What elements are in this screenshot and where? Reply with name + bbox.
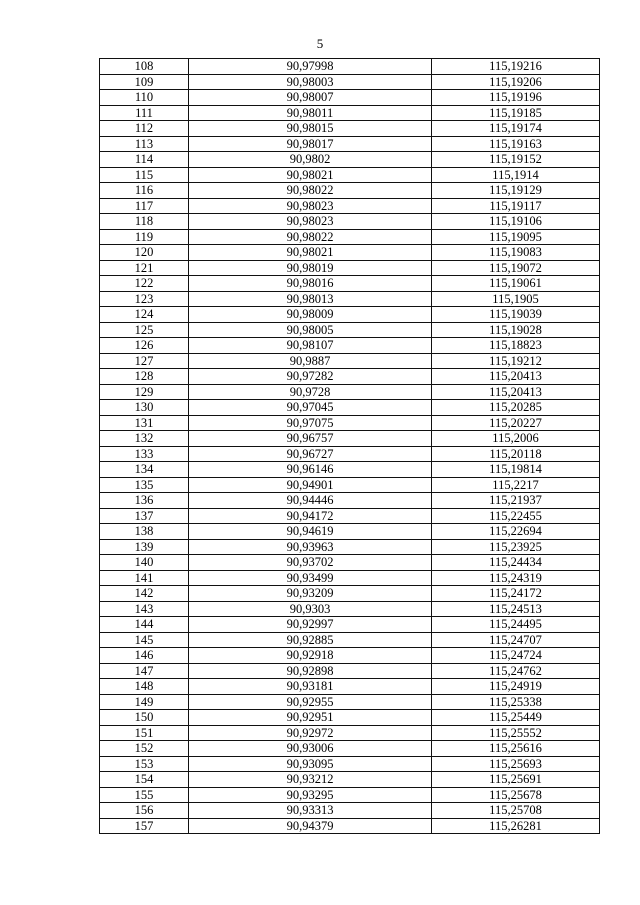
x-coordinate-cell: 90,9802 <box>189 152 432 168</box>
table-row <box>100 167 600 183</box>
x-coordinate-cell: 90,98007 <box>189 90 432 106</box>
y-coordinate-cell: 115,24919 <box>432 679 600 695</box>
point-number-cell: 149 <box>100 694 189 710</box>
point-number-cell: 115 <box>100 167 189 183</box>
y-coordinate-cell: 115,24319 <box>432 570 600 586</box>
table-row <box>100 710 600 726</box>
y-coordinate-cell: 115,24495 <box>432 617 600 633</box>
table-row <box>100 446 600 462</box>
table-row <box>100 384 600 400</box>
point-number-cell: 123 <box>100 291 189 307</box>
x-coordinate-cell: 90,92918 <box>189 648 432 664</box>
y-coordinate-cell: 115,19196 <box>432 90 600 106</box>
table-row <box>100 663 600 679</box>
y-coordinate-cell: 115,20227 <box>432 415 600 431</box>
x-coordinate-cell: 90,98021 <box>189 245 432 261</box>
x-coordinate-cell: 90,98015 <box>189 121 432 137</box>
point-number-cell: 141 <box>100 570 189 586</box>
table-row <box>100 245 600 261</box>
x-coordinate-cell: 90,93095 <box>189 756 432 772</box>
point-number-cell: 143 <box>100 601 189 617</box>
table-row <box>100 586 600 602</box>
x-coordinate-cell: 90,93212 <box>189 772 432 788</box>
table-row <box>100 74 600 90</box>
table-body <box>100 59 600 834</box>
point-number-cell: 142 <box>100 586 189 602</box>
x-coordinate-cell: 90,98011 <box>189 105 432 121</box>
x-coordinate-cell: 90,98019 <box>189 260 432 276</box>
y-coordinate-cell: 115,19106 <box>432 214 600 230</box>
y-coordinate-cell: 115,25708 <box>432 803 600 819</box>
point-number-cell: 110 <box>100 90 189 106</box>
table-row <box>100 369 600 385</box>
table-row <box>100 400 600 416</box>
y-coordinate-cell: 115,20413 <box>432 384 600 400</box>
point-number-cell: 127 <box>100 353 189 369</box>
table-row <box>100 524 600 540</box>
x-coordinate-cell: 90,9887 <box>189 353 432 369</box>
y-coordinate-cell: 115,19129 <box>432 183 600 199</box>
point-number-cell: 122 <box>100 276 189 292</box>
y-coordinate-cell: 115,24172 <box>432 586 600 602</box>
y-coordinate-cell: 115,24724 <box>432 648 600 664</box>
point-number-cell: 124 <box>100 307 189 323</box>
x-coordinate-cell: 90,98013 <box>189 291 432 307</box>
point-number-cell: 151 <box>100 725 189 741</box>
x-coordinate-cell: 90,92885 <box>189 632 432 648</box>
point-number-cell: 155 <box>100 787 189 803</box>
point-number-cell: 128 <box>100 369 189 385</box>
y-coordinate-cell: 115,19174 <box>432 121 600 137</box>
point-number-cell: 152 <box>100 741 189 757</box>
x-coordinate-cell: 90,96146 <box>189 462 432 478</box>
y-coordinate-cell: 115,19814 <box>432 462 600 478</box>
x-coordinate-cell: 90,98005 <box>189 322 432 338</box>
y-coordinate-cell: 115,18823 <box>432 338 600 354</box>
x-coordinate-cell: 90,93702 <box>189 555 432 571</box>
point-number-cell: 130 <box>100 400 189 416</box>
x-coordinate-cell: 90,92898 <box>189 663 432 679</box>
y-coordinate-cell: 115,19163 <box>432 136 600 152</box>
point-number-cell: 131 <box>100 415 189 431</box>
point-number-cell: 119 <box>100 229 189 245</box>
table-row <box>100 291 600 307</box>
x-coordinate-cell: 90,9728 <box>189 384 432 400</box>
table-row <box>100 415 600 431</box>
point-number-cell: 145 <box>100 632 189 648</box>
y-coordinate-cell: 115,19206 <box>432 74 600 90</box>
x-coordinate-cell: 90,94619 <box>189 524 432 540</box>
table-row <box>100 477 600 493</box>
point-number-cell: 153 <box>100 756 189 772</box>
table-row <box>100 725 600 741</box>
table-row <box>100 152 600 168</box>
y-coordinate-cell: 115,25616 <box>432 741 600 757</box>
table-row <box>100 493 600 509</box>
point-number-cell: 118 <box>100 214 189 230</box>
table-row <box>100 818 600 834</box>
y-coordinate-cell: 115,2006 <box>432 431 600 447</box>
point-number-cell: 114 <box>100 152 189 168</box>
y-coordinate-cell: 115,19152 <box>432 152 600 168</box>
y-coordinate-cell: 115,24707 <box>432 632 600 648</box>
table-row <box>100 198 600 214</box>
x-coordinate-cell: 90,94379 <box>189 818 432 834</box>
page-number: 5 <box>316 36 324 51</box>
point-number-cell: 156 <box>100 803 189 819</box>
x-coordinate-cell: 90,93313 <box>189 803 432 819</box>
point-number-cell: 147 <box>100 663 189 679</box>
table-row <box>100 555 600 571</box>
y-coordinate-cell: 115,19095 <box>432 229 600 245</box>
y-coordinate-cell: 115,26281 <box>432 818 600 834</box>
table-row <box>100 90 600 106</box>
x-coordinate-cell: 90,96757 <box>189 431 432 447</box>
table-row <box>100 539 600 555</box>
table-row <box>100 787 600 803</box>
y-coordinate-cell: 115,24762 <box>432 663 600 679</box>
table-row <box>100 756 600 772</box>
y-coordinate-cell: 115,1914 <box>432 167 600 183</box>
y-coordinate-cell: 115,25693 <box>432 756 600 772</box>
y-coordinate-cell: 115,19185 <box>432 105 600 121</box>
point-number-cell: 108 <box>100 59 189 75</box>
y-coordinate-cell: 115,19083 <box>432 245 600 261</box>
y-coordinate-cell: 115,22455 <box>432 508 600 524</box>
table-row <box>100 276 600 292</box>
x-coordinate-cell: 90,98009 <box>189 307 432 323</box>
x-coordinate-cell: 90,97282 <box>189 369 432 385</box>
x-coordinate-cell: 90,98021 <box>189 167 432 183</box>
y-coordinate-cell: 115,21937 <box>432 493 600 509</box>
point-number-cell: 117 <box>100 198 189 214</box>
point-number-cell: 125 <box>100 322 189 338</box>
y-coordinate-cell: 115,25449 <box>432 710 600 726</box>
point-number-cell: 146 <box>100 648 189 664</box>
x-coordinate-cell: 90,9303 <box>189 601 432 617</box>
y-coordinate-cell: 115,20413 <box>432 369 600 385</box>
x-coordinate-cell: 90,92972 <box>189 725 432 741</box>
point-number-cell: 148 <box>100 679 189 695</box>
table-row <box>100 338 600 354</box>
y-coordinate-cell: 115,19212 <box>432 353 600 369</box>
y-coordinate-cell: 115,19028 <box>432 322 600 338</box>
x-coordinate-cell: 90,97045 <box>189 400 432 416</box>
y-coordinate-cell: 115,20118 <box>432 446 600 462</box>
table-row <box>100 431 600 447</box>
table-row <box>100 462 600 478</box>
point-number-cell: 113 <box>100 136 189 152</box>
table-row <box>100 322 600 338</box>
y-coordinate-cell: 115,23925 <box>432 539 600 555</box>
x-coordinate-cell: 90,93209 <box>189 586 432 602</box>
x-coordinate-cell: 90,98023 <box>189 214 432 230</box>
point-number-cell: 150 <box>100 710 189 726</box>
table-row <box>100 617 600 633</box>
y-coordinate-cell: 115,19117 <box>432 198 600 214</box>
x-coordinate-cell: 90,98022 <box>189 183 432 199</box>
x-coordinate-cell: 90,92997 <box>189 617 432 633</box>
x-coordinate-cell: 90,93295 <box>189 787 432 803</box>
point-number-cell: 111 <box>100 105 189 121</box>
point-number-cell: 133 <box>100 446 189 462</box>
point-number-cell: 139 <box>100 539 189 555</box>
table-row <box>100 353 600 369</box>
point-number-cell: 132 <box>100 431 189 447</box>
y-coordinate-cell: 115,1905 <box>432 291 600 307</box>
table-row <box>100 229 600 245</box>
x-coordinate-cell: 90,94172 <box>189 508 432 524</box>
y-coordinate-cell: 115,24434 <box>432 555 600 571</box>
y-coordinate-cell: 115,25691 <box>432 772 600 788</box>
x-coordinate-cell: 90,93963 <box>189 539 432 555</box>
table-row <box>100 508 600 524</box>
table-row <box>100 632 600 648</box>
table-row <box>100 183 600 199</box>
x-coordinate-cell: 90,92955 <box>189 694 432 710</box>
x-coordinate-cell: 90,98022 <box>189 229 432 245</box>
x-coordinate-cell: 90,98003 <box>189 74 432 90</box>
table-row <box>100 772 600 788</box>
y-coordinate-cell: 115,19061 <box>432 276 600 292</box>
x-coordinate-cell: 90,93181 <box>189 679 432 695</box>
table-row <box>100 59 600 75</box>
x-coordinate-cell: 90,93006 <box>189 741 432 757</box>
point-number-cell: 112 <box>100 121 189 137</box>
y-coordinate-cell: 115,24513 <box>432 601 600 617</box>
point-number-cell: 120 <box>100 245 189 261</box>
table-row <box>100 694 600 710</box>
y-coordinate-cell: 115,19039 <box>432 307 600 323</box>
x-coordinate-cell: 90,94446 <box>189 493 432 509</box>
point-number-cell: 136 <box>100 493 189 509</box>
table-row <box>100 570 600 586</box>
x-coordinate-cell: 90,93499 <box>189 570 432 586</box>
y-coordinate-cell: 115,2217 <box>432 477 600 493</box>
table-row <box>100 307 600 323</box>
x-coordinate-cell: 90,97998 <box>189 59 432 75</box>
table-row <box>100 105 600 121</box>
table-row <box>100 136 600 152</box>
point-number-cell: 135 <box>100 477 189 493</box>
table-row <box>100 679 600 695</box>
y-coordinate-cell: 115,22694 <box>432 524 600 540</box>
point-number-cell: 137 <box>100 508 189 524</box>
table-row <box>100 260 600 276</box>
y-coordinate-cell: 115,20285 <box>432 400 600 416</box>
table-row <box>100 741 600 757</box>
table-row <box>100 803 600 819</box>
table-row <box>100 601 600 617</box>
table-row <box>100 648 600 664</box>
x-coordinate-cell: 90,98017 <box>189 136 432 152</box>
x-coordinate-cell: 90,92951 <box>189 710 432 726</box>
y-coordinate-cell: 115,19072 <box>432 260 600 276</box>
point-number-cell: 126 <box>100 338 189 354</box>
x-coordinate-cell: 90,98023 <box>189 198 432 214</box>
y-coordinate-cell: 115,25338 <box>432 694 600 710</box>
y-coordinate-cell: 115,25678 <box>432 787 600 803</box>
coordinates-table <box>99 58 600 834</box>
point-number-cell: 116 <box>100 183 189 199</box>
point-number-cell: 157 <box>100 818 189 834</box>
point-number-cell: 140 <box>100 555 189 571</box>
point-number-cell: 134 <box>100 462 189 478</box>
table-row <box>100 214 600 230</box>
point-number-cell: 129 <box>100 384 189 400</box>
y-coordinate-cell: 115,25552 <box>432 725 600 741</box>
point-number-cell: 154 <box>100 772 189 788</box>
x-coordinate-cell: 90,96727 <box>189 446 432 462</box>
x-coordinate-cell: 90,98107 <box>189 338 432 354</box>
x-coordinate-cell: 90,98016 <box>189 276 432 292</box>
x-coordinate-cell: 90,97075 <box>189 415 432 431</box>
point-number-cell: 144 <box>100 617 189 633</box>
table-row <box>100 121 600 137</box>
point-number-cell: 121 <box>100 260 189 276</box>
y-coordinate-cell: 115,19216 <box>432 59 600 75</box>
point-number-cell: 109 <box>100 74 189 90</box>
point-number-cell: 138 <box>100 524 189 540</box>
x-coordinate-cell: 90,94901 <box>189 477 432 493</box>
